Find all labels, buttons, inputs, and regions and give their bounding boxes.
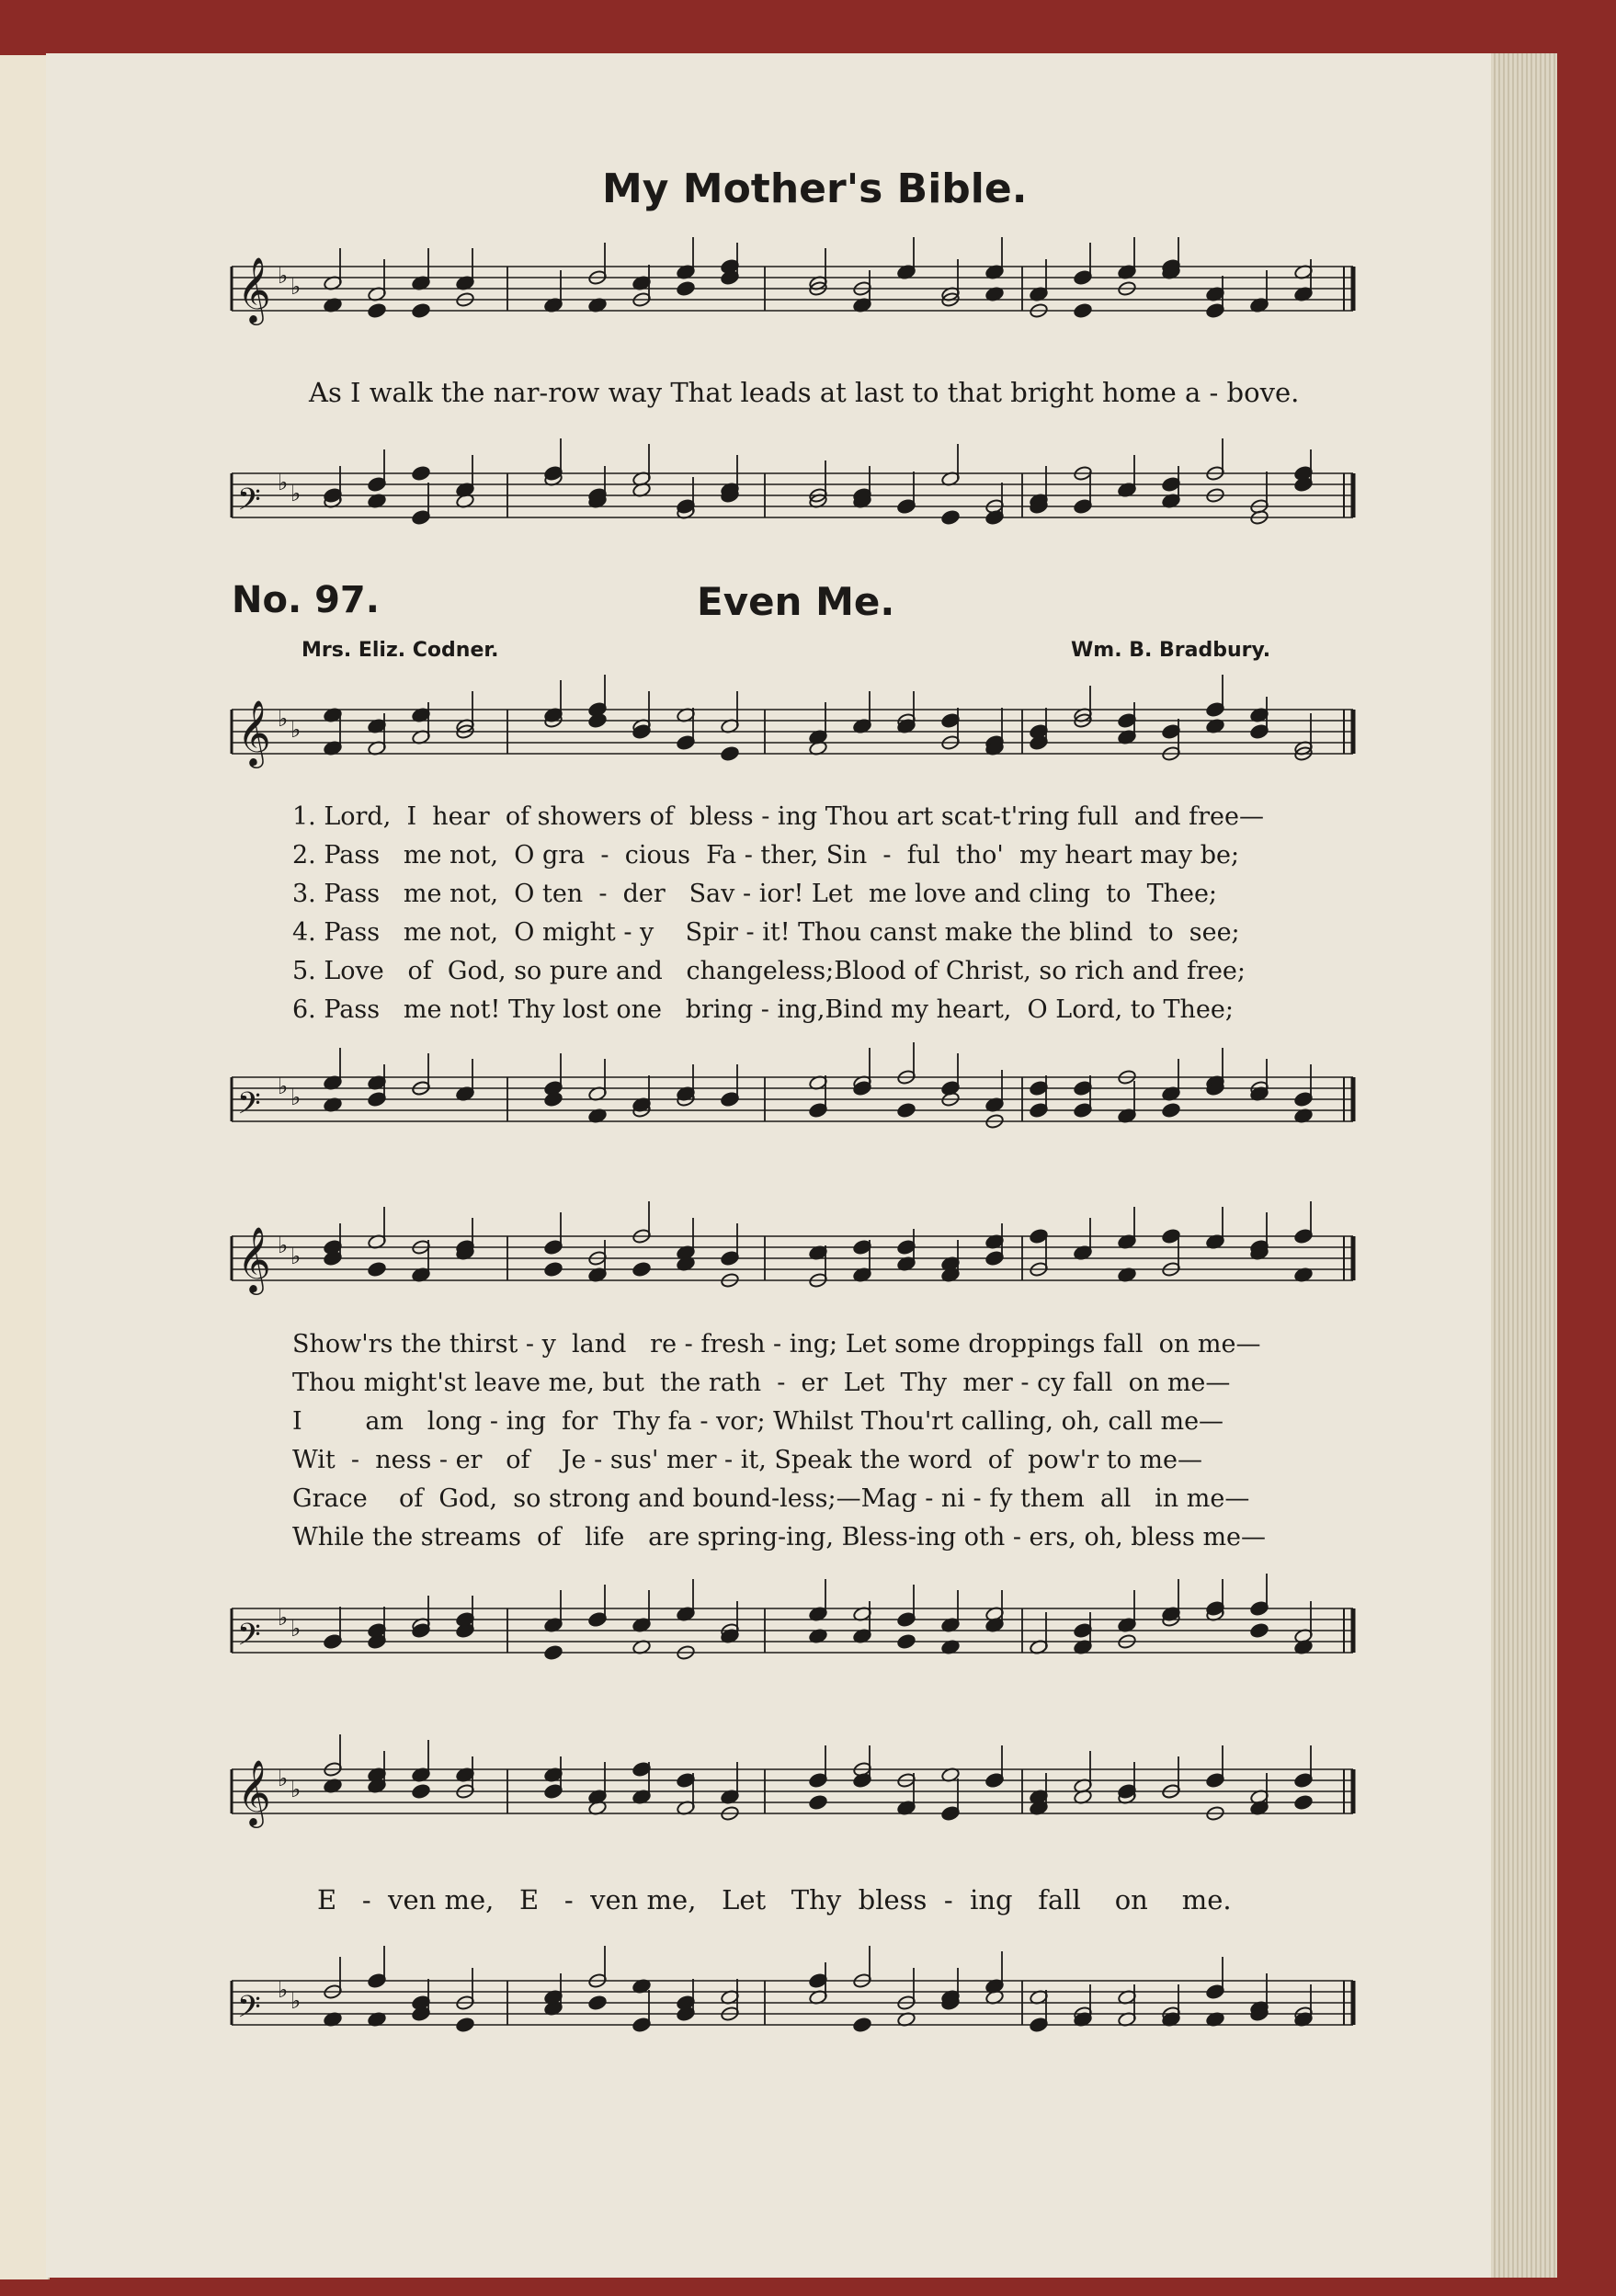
svg-text:♭: ♭ xyxy=(278,263,289,289)
verse-line: Grace of God, so strong and bound-less;—Mag - ni - fy them all in me— xyxy=(292,1484,1250,1513)
verse-line: Thou might'st leave me, but the rath - er Let Thy mer - cy fall on me— xyxy=(292,1369,1231,1397)
hymn-top-title: My Mother's Bible. xyxy=(602,165,1028,212)
lyricist: Mrs. Eliz. Codner. xyxy=(302,639,499,662)
svg-text:𝄞: 𝄞 xyxy=(237,699,271,766)
svg-text:♭: ♭ xyxy=(278,706,289,732)
hymn-number: No. 97. xyxy=(232,579,380,621)
svg-text:𝄢: 𝄢 xyxy=(237,1086,261,1129)
svg-text:♭: ♭ xyxy=(290,1244,302,1269)
svg-text:♭: ♭ xyxy=(290,717,302,743)
staff-s2-bass xyxy=(232,1590,1353,1700)
left-page-edge xyxy=(0,55,50,2279)
svg-text:𝄢: 𝄢 xyxy=(237,1990,261,2032)
composer: Wm. B. Bradbury. xyxy=(1071,639,1271,662)
staff-s1-bass xyxy=(232,1059,1353,1169)
verse-line: Wit - ness - er of Je - sus' mer - it, Speak the word of pow'r to me— xyxy=(292,1446,1202,1474)
svg-text:♭: ♭ xyxy=(290,1777,302,1802)
verse-line: 2. Pass me not, O gra - cious Fa - ther, Sin - ful tho' my heart may be; xyxy=(292,841,1240,870)
svg-text:𝄞: 𝄞 xyxy=(237,1225,271,1292)
svg-text:𝄞: 𝄞 xyxy=(237,1758,271,1825)
staff-s2-treble xyxy=(232,1218,1353,1328)
svg-text:𝄢: 𝄢 xyxy=(237,1618,261,1660)
svg-text:𝄢: 𝄢 xyxy=(237,483,261,525)
staff-top-bass xyxy=(232,455,1353,565)
verse-line: 3. Pass me not, O ten - der Sav - ior! Let me love and cling to Thee; xyxy=(292,880,1218,908)
svg-text:♭: ♭ xyxy=(278,470,289,495)
svg-text:♭: ♭ xyxy=(290,1988,302,2014)
staff-s3-bass xyxy=(232,1962,1353,2073)
verse-line: While the streams of life are spring-ing, Bless-ing oth - ers, oh, bless me— xyxy=(292,1523,1267,1552)
svg-text:♭: ♭ xyxy=(278,1977,289,2003)
refrain-lyric: E - ven me, E - ven me, Let Thy bless - ing fall on me. xyxy=(317,1884,1232,1915)
svg-text:♭: ♭ xyxy=(278,1766,289,1791)
staff-top-treble xyxy=(232,248,1353,358)
verse-line: I am long - ing for Thy fa - vor; Whilst Thou'rt calling, oh, call me— xyxy=(292,1407,1224,1436)
verses-part1 xyxy=(292,798,1264,1029)
verse-line: Show'rs the thirst - y land re - fresh - ing; Let some droppings fall on me— xyxy=(292,1330,1261,1358)
verses-part2 xyxy=(292,1325,1266,1557)
svg-text:♭: ♭ xyxy=(278,1233,289,1258)
svg-text:♭: ♭ xyxy=(290,1085,302,1110)
page-edges xyxy=(1491,53,1557,2278)
staff-s3-treble xyxy=(232,1751,1353,1861)
verse-line: 5. Love of God, so pure and changeless;Blood of Christ, so rich and free; xyxy=(292,957,1246,985)
svg-text:♭: ♭ xyxy=(278,1074,289,1099)
svg-text:𝄞: 𝄞 xyxy=(237,256,271,323)
staff-s1-treble xyxy=(232,691,1353,801)
svg-text:♭: ♭ xyxy=(290,481,302,506)
svg-text:♭: ♭ xyxy=(278,1605,289,1631)
svg-text:♭: ♭ xyxy=(290,1616,302,1642)
hymn-top-lyric: As I walk the nar-row way That leads at last to that bright home a - bove. xyxy=(309,377,1300,408)
svg-text:♭: ♭ xyxy=(290,274,302,300)
verse-line: 4. Pass me not, O might - y Spir - it! Thou canst make the blind to see; xyxy=(292,918,1240,947)
verse-line: 1. Lord, I hear of showers of bless - ing Thou art scat-t'ring full and free— xyxy=(292,802,1265,831)
verse-line: 6. Pass me not! Thy lost one bring - ing,Bind my heart, O Lord, to Thee; xyxy=(292,995,1234,1024)
hymn-main-title: Even Me. xyxy=(697,579,895,624)
